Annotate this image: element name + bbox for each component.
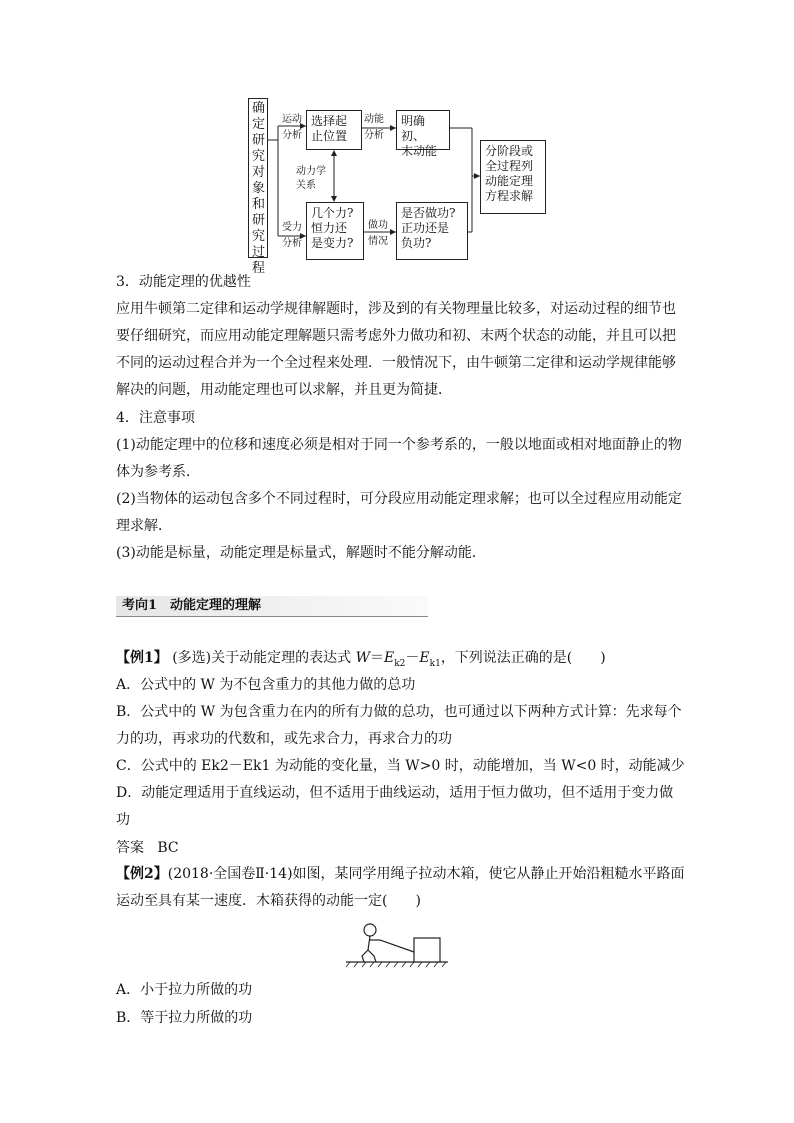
ex1-answer: BC [157,840,179,856]
flow-box-ke-line2: 末动能 [401,144,438,158]
ex1-stem-w: W [355,650,370,666]
label-work-1: 做功 [368,220,388,231]
flow-box-work-line1: 是否做功? [401,206,456,220]
flow-box-forces-line3: 是变力? [311,236,354,250]
section3-line2: 要仔细研究，而应用动能定理解题只需考虑外力做功和初、末两个状态的动能，并且可以把 [116,328,676,344]
label-motion-analysis-2: 分析 [282,130,302,141]
section4-item3: (3)动能是标量，动能定理是标量式，解题时不能分解动能． [116,545,486,561]
flow-box-forces [306,202,364,260]
ex1-tag-bracket: 【 [116,650,130,666]
flow-box-start-line2: 止位置 [311,129,348,143]
ex1-answer-label: 答案 [116,840,144,856]
flow-box-solve [480,140,546,214]
ex1-stem [116,648,606,674]
ex1-stem-b: ，下列说法正确的是( ) [440,650,606,666]
ex1-stem-minus: － [405,650,420,666]
ex2-stem-line2: 运动至具有某一速度．木箱获得的动能一定( ) [116,893,421,909]
flow-box-ke-line1: 明确初、 [401,114,426,143]
ex1-option-d-line1: D．动能定理适用于直线运动，但不适用于曲线运动，适用于恒力做功，但不适用于变力做 [116,785,674,801]
flow-box-work-line3: 负功? [401,236,432,250]
flow-box-solve-line4: 方程求解 [485,189,534,203]
flow-box-start-end [306,110,362,150]
ex2-tag-bracket-end: 】 [153,866,168,882]
flow-box-define-object: 确定研究对象和研究过程 [248,98,268,258]
ex2-tag: 例2 [130,866,154,882]
ex1-tag-bracket-end: 】 [153,650,168,666]
label-force-analysis-2: 分析 [282,238,302,249]
ex2-stem-line1 [116,864,685,884]
topic-label: 考向1 动能定理的理解 [122,598,262,613]
label-ke-analysis-1: 动能 [364,114,384,125]
ex2-tag-bracket: 【 [116,866,130,882]
label-dynamics-1: 动力学 [296,166,326,177]
ex1-stem-eq: ＝ [369,650,384,666]
section3-line3: 不同的运动过程合并为一个全过程来处理．一般情况下，由牛顿第二定律和运动学规律能够 [116,355,676,371]
ex1-option-d-line2: 功 [116,812,130,828]
section4-heading: 4．注意事项 [116,410,195,426]
flow-box-forces-line1: 几个力? [311,206,354,220]
label-motion-analysis-1: 运动 [282,114,302,125]
flow-box-initial-final-ke [396,110,450,158]
section4-item1-line2: 体为参考系． [116,464,200,480]
section3-line1: 应用牛顿第二定律和运动学规律解题时，涉及到的有关物理量比较多，对运动过程的细节也 [116,301,676,317]
flow-box-start-line1: 选择起 [311,114,348,128]
section4-item2-line1: (2)当物体的运动包含多个不同过程时，可分段应用动能定理求解；也可以全过程应用动能定 [116,491,682,507]
topic-bar [116,596,428,617]
label-work-2: 情况 [368,236,388,247]
ex1-stem-a: (多选)关于动能定理的表达式 [172,650,356,666]
flow-box-forces-line2: 恒力还 [311,221,348,235]
flow-box-solve-line1: 分阶段或 [485,144,534,158]
ex1-answer-row [116,838,179,858]
ex2-option-a: A．小于拉力所做的功 [116,982,253,998]
section4-item1-line1: (1)动能定理中的位移和速度必须是相对于同一个参考系的，一般以地面或相对地面静止的物 [116,437,682,453]
label-dynamics-2: 关系 [296,180,316,191]
ex1-tag: 例1 [130,650,154,666]
ex1-stem-ek1-sub: k1 [429,658,441,669]
section4-item2-line2: 理求解． [116,518,172,534]
section3-heading: 3．动能定理的优越性 [116,274,251,290]
label-force-analysis-1: 受力 [282,222,302,233]
ex2-stem1: (2018·全国卷Ⅱ·14)如图，某同学用绳子拉动木箱，使它从静止开始沿粗糙水平路面 [167,866,685,882]
section3-line4: 解决的问题，用动能定理也可以求解，并且更为简捷． [116,382,452,398]
ex1-option-b-line2: 力的功，再求功的代数和，或先求合力，再求合力的功 [116,731,452,747]
ex1-option-b-line1: B．公式中的 W 为包含重力在内的所有力做的总功，也可通过以下两种方式计算：先求每个 [116,704,682,720]
ex1-option-c: C．公式中的 Ek2－Ek1 为动能的变化量，当 W>0 时，动能增加，当 W<0 时，动能减少 [116,758,685,774]
flow-box-work-line2: 正功还是 [401,221,450,235]
ex1-stem-ek2: E [383,650,395,666]
flow-box-solve-line3: 动能定理 [485,174,534,188]
ex2-option-b: B．等于拉力所做的功 [116,1010,253,1026]
ex1-stem-ek1: E [419,650,430,666]
flow-box-solve-line2: 全过程列 [485,159,534,173]
person-pulling-box-figure [344,920,450,970]
flow-box-work [396,202,468,260]
ex1-option-a: A．公式中的 W 为不包含重力的其他力做的总功 [116,677,416,693]
ex1-stem-ek2-sub: k2 [394,658,406,669]
label-ke-analysis-2: 分析 [364,130,384,141]
